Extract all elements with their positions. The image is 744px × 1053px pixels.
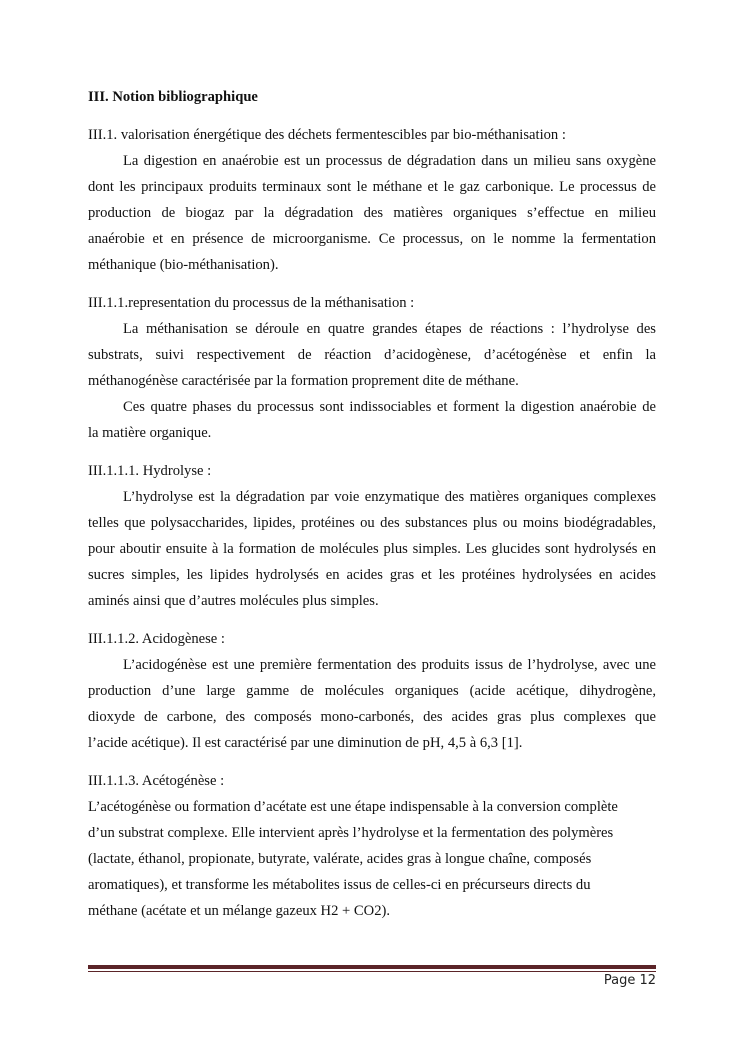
text-line: production d’une large gamme de molécules organiques (acide acétique, dihydrogène, (88, 683, 656, 699)
section (88, 458, 656, 614)
section (88, 122, 656, 278)
section-heading: III.1.1.3. Acétogénèse : (88, 773, 225, 789)
text-line: pour aboutir ensuite à la formation de molécules plus simples. Les glucides sont hydrolysés en (88, 541, 656, 557)
text-line: L’acétogénèse ou formation d’acétate est une étape indispensable à la conversion complète (88, 799, 618, 815)
paragraph (88, 316, 656, 394)
text-line: La méthanisation se déroule en quatre grandes étapes de réactions : l’hydrolyse des (123, 321, 656, 337)
text-line: L’acidogénèse est une première fermentation des produits issus de l’hydrolyse, avec une (123, 657, 656, 673)
text-line: telles que polysaccharides, lipides, protéines ou des substances plus ou moins biodégradables, (88, 515, 656, 531)
chapter-title: III. Notion bibliographique (88, 89, 258, 105)
footer-rule-thick (88, 965, 656, 969)
text-line: d’un substrat complexe. Elle intervient après l’hydrolyse et la fermentation des polymères (88, 825, 614, 841)
page-body (88, 84, 656, 924)
text-line: l’acide acétique). Il est caractérisé par une diminution de pH, 4,5 à 6,3 [1]. (88, 735, 523, 751)
paragraph (88, 652, 656, 756)
text-line: production de biogaz par la dégradation des matières organiques s’effectue en milieu (88, 205, 656, 221)
sections (88, 122, 656, 924)
section-heading: III.1. valorisation énergétique des déchets fermentescibles par bio-méthanisation : (88, 127, 566, 143)
text-line: sucres simples, les lipides hydrolysés en acides gras et les protéines hydrolysées en acides (88, 567, 656, 583)
paragraph (88, 394, 656, 446)
text-line: substrats, suivi respectivement de réaction d’acidogènese, d’acétogénèse et enfin la (88, 347, 656, 363)
text-line: aminés ainsi que d’autres molécules plus simples. (88, 593, 379, 609)
page-number: Page 12 (603, 973, 656, 988)
text-line: dont les principaux produits terminaux sont le méthane et le gaz carbonique. Le processus de (88, 179, 656, 195)
text-line: la matière organique. (88, 425, 212, 441)
text-line: L’hydrolyse est la dégradation par voie enzymatique des matières organiques complexes (123, 489, 656, 505)
section-heading: III.1.1.2. Acidogènese : (88, 631, 225, 647)
section (88, 768, 656, 924)
text-line: Ces quatre phases du processus sont indissociables et forment la digestion anaérobie de (123, 399, 656, 415)
paragraph (88, 148, 656, 278)
text-line: méthane (acétate et un mélange gazeux H2 + CO2). (88, 903, 391, 919)
section-heading: III.1.1.representation du processus de la méthanisation : (88, 295, 415, 311)
section (88, 290, 656, 446)
text-line: anaérobie et en présence de microorganisme. Ce processus, on le nomme la fermentation (88, 231, 656, 247)
text-line: La digestion en anaérobie est un processus de dégradation dans un milieu sans oxygène (123, 153, 656, 169)
section-heading: III.1.1.1. Hydrolyse : (88, 463, 212, 479)
section (88, 626, 656, 756)
footer-rule-thin (88, 971, 656, 972)
text-line: dioxyde de carbone, des composés mono-carbonés, des acides gras plus complexes que (88, 709, 656, 725)
text-line: méthanique (bio-méthanisation). (88, 257, 279, 273)
paragraph (88, 484, 656, 614)
text-line: aromatiques), et transforme les métabolites issus de celles-ci en précurseurs directs du (88, 877, 591, 893)
text-line: (lactate, éthanol, propionate, butyrate, valérate, acides gras à longue chaîne, composés (88, 851, 592, 867)
text-line: méthanogénèse caractérisée par la formation proprement dite de méthane. (88, 373, 519, 389)
paragraph (88, 794, 656, 924)
